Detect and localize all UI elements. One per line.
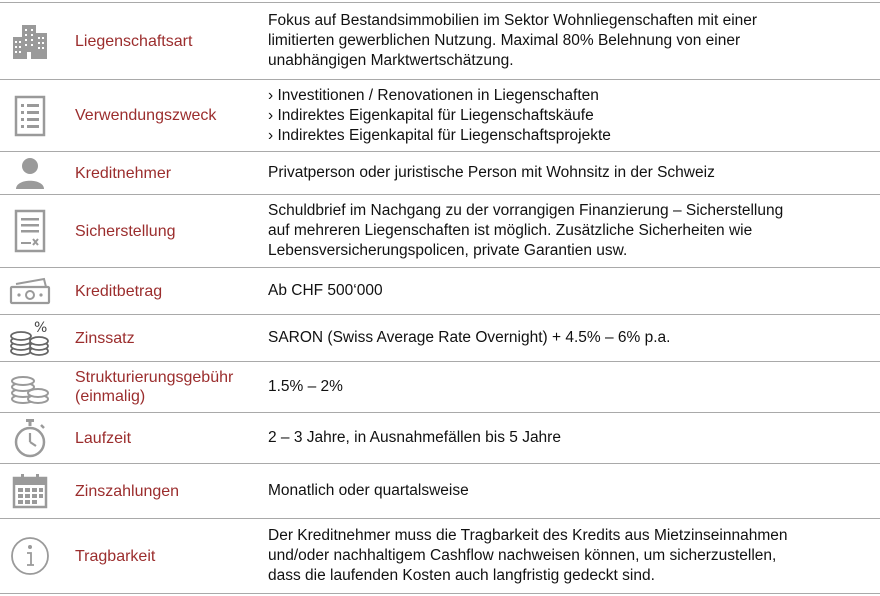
row-label: Verwendungszweck (75, 107, 217, 124)
row-value (268, 268, 873, 314)
table-row (0, 315, 880, 362)
info-icon (6, 519, 54, 593)
value-line: dass die laufenden Kosten auch langfristig gedeckt sind. (268, 567, 655, 584)
row-value (268, 519, 873, 593)
row-value (268, 315, 873, 361)
table-row (0, 413, 880, 464)
table-row (0, 152, 880, 195)
row-label: Kreditbetrag (75, 282, 163, 300)
value-line: Schuldbrief im Nachgang zu der vorrangigen Finanzierung – Sicherstellung (268, 202, 784, 219)
row-value (268, 464, 873, 518)
coin-stacks-icon (6, 362, 54, 412)
table-row (0, 268, 880, 315)
row-label: Liegenschaftsart (75, 32, 193, 50)
svg-text:%: % (34, 320, 48, 336)
value-line: limitierten gewerblichen Nutzung. Maximal 80% Belehnung von einer (268, 32, 741, 49)
value-line: 1.5% – 2% (268, 378, 343, 395)
checklist-document-icon (6, 80, 54, 151)
value-line: Der Kreditnehmer muss die Tragbarkeit des Kredits aus Mietzinseinnahmen (268, 527, 788, 544)
table-row (0, 2, 880, 80)
value-line: › Indirektes Eigenkapital für Liegenschaftsprojekte (268, 126, 611, 144)
person-icon (6, 152, 54, 194)
row-label: Strukturierungsgebühr (einmalig) (75, 369, 234, 405)
row-value (268, 362, 873, 412)
table-row (0, 362, 880, 413)
value-line: und/oder nachhaltigem Cashflow nachweisen können, um sicherzustellen, (268, 547, 777, 564)
value-line: Lebensversicherungspolicen, private Garantien usw. (268, 242, 628, 259)
banknotes-icon (6, 268, 54, 314)
coins-percent-icon (6, 315, 54, 361)
row-value (268, 3, 873, 79)
calendar-icon (6, 464, 54, 518)
row-value (268, 413, 873, 463)
value-line: Privatperson oder juristische Person mit Wohnsitz in der Schweiz (268, 164, 715, 181)
row-label: Laufzeit (75, 429, 132, 447)
row-label: Zinssatz (75, 329, 135, 347)
buildings-icon (6, 3, 54, 79)
table-row (0, 519, 880, 594)
value-line: 2 – 3 Jahre, in Ausnahmefällen bis 5 Jahre (268, 429, 561, 446)
table-row (0, 464, 880, 519)
table-row (0, 80, 880, 152)
row-label: Kreditnehmer (75, 164, 172, 182)
row-value (268, 152, 873, 194)
value-line: auf mehreren Liegenschaften ist möglich. Zusätzliche Sicherheiten wie (268, 222, 753, 239)
signed-document-icon (6, 195, 54, 267)
row-label: Tragbarkeit (75, 547, 156, 565)
value-line: Ab CHF 500‘000 (268, 282, 383, 299)
value-line: › Indirektes Eigenkapital für Liegenschaftskäufe (268, 106, 594, 124)
value-line: Fokus auf Bestandsimmobilien im Sektor Wohnliegenschaften mit einer (268, 12, 758, 29)
row-label: Sicherstellung (75, 222, 176, 240)
row-value (268, 80, 873, 151)
value-line: unabhängigen Marktwertschätzung. (268, 52, 514, 69)
value-line: Monatlich oder quartalsweise (268, 482, 469, 499)
row-label: Zinszahlungen (75, 482, 180, 500)
table-row (0, 195, 880, 268)
value-line: › Investitionen / Renovationen in Liegenschaften (268, 86, 599, 104)
value-line: SARON (Swiss Average Rate Overnight) + 4.5% – 6% p.a. (268, 329, 671, 346)
stopwatch-icon (6, 413, 54, 463)
row-value (268, 195, 873, 267)
